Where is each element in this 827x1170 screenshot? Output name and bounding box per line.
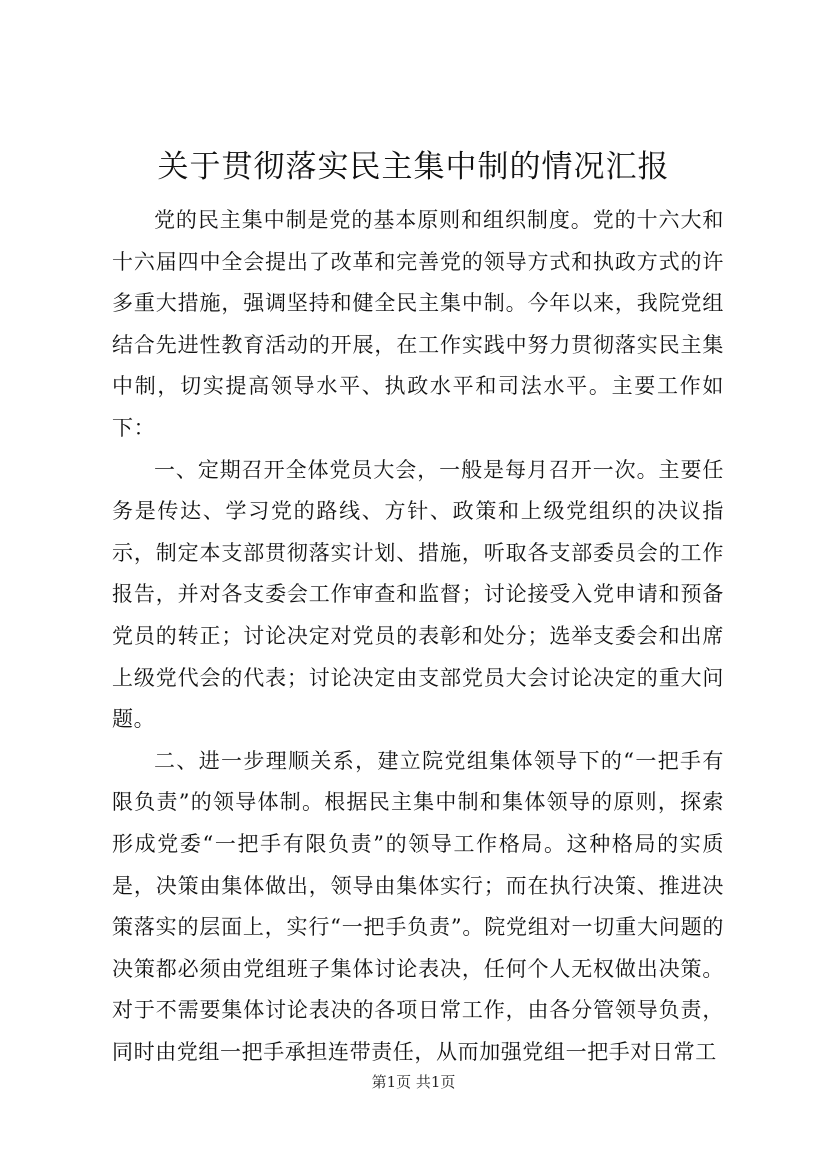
paragraph-item-2: 二、进一步理顺关系，建立院党组集体领导下的“一把手有限负责”的领导体制。根据民主集中制和集体领导的原则，探索形成党委“一把手有限负责”的领导工作格局。这种格局的实质是，决策由集体做出，领导由集体实行；而在执行决策、推进决策落实的层面上，实行“一把手负责”。院党组对一切重大问题的决策都必须由党组班子集体讨论表决，任何个人无权做出决策。对于不需要集体讨论表决的各项日常工作，由各分管领导负责，同时由党组一把手承担连带责任，从而加强党组一把手对日常工 — [112, 748, 724, 1064]
paragraph-item-1: 一、定期召开全体党员大会，一般是每月召开一次。主要任务是传达、学习党的路线、方针、政策和上级党组织的决议指示，制定本支部贯彻落实计划、措施，听取各支部委员会的工作报告，并对各支委会工作审查和监督；讨论接受入党申请和预备党员的转正；讨论决定对党员的表彰和处分；选举支委会和出席上级党代会的代表；讨论决定由支部党员大会讨论决定的重大问题。 — [112, 457, 724, 732]
document-title: 关于贯彻落实民主集中制的情况汇报 — [157, 149, 670, 185]
paragraph-intro: 党的民主集中制是党的基本原则和组织制度。党的十六大和十六届四中全会提出了改革和完善党的领导方式和执政方式的许多重大措施，强调坚持和健全民主集中制。今年以来，我院党组结合先进性教育活动的开展，在工作实践中努力贯彻落实民主集中制，切实提高领导水平、执政水平和司法水平。主要工作如下： — [112, 208, 724, 440]
document-body — [112, 200, 724, 1073]
page-footer: 第1页 共1页 — [371, 1073, 456, 1091]
